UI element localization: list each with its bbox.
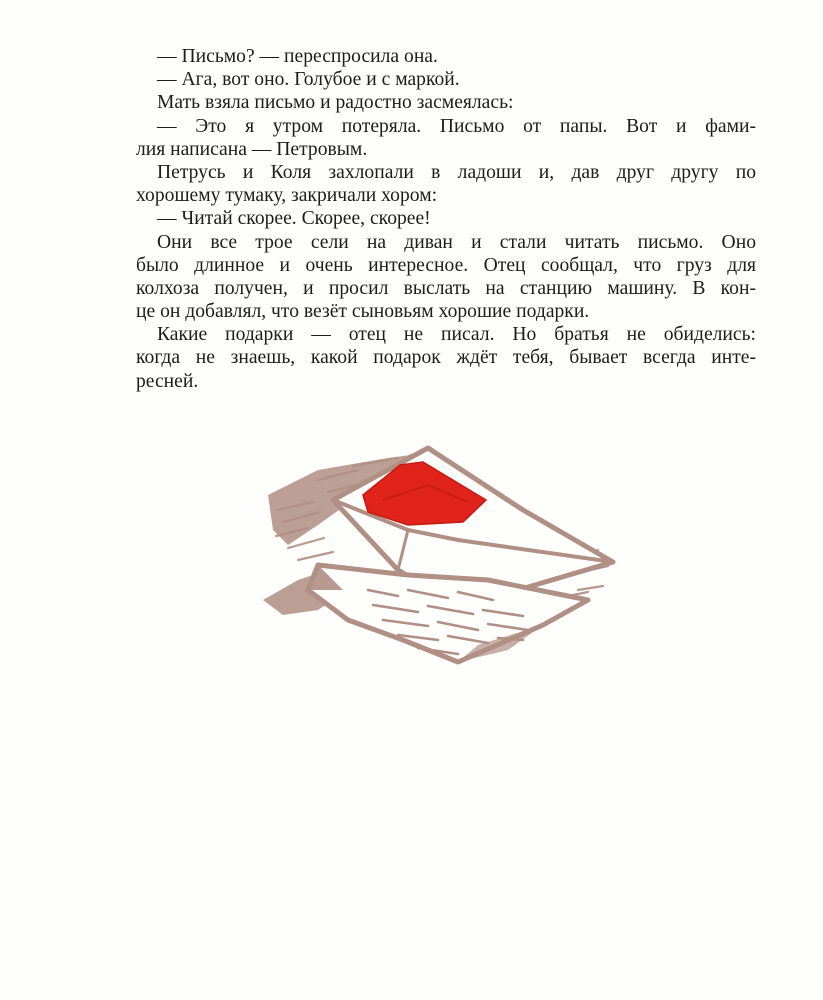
text-line: Петрусь и Коля захлопали в ладоши и, дав друг другу по <box>157 161 756 183</box>
text-line: це он добавлял, что везёт сыновьям хорошие подарки. <box>136 301 590 323</box>
text-line: было длинное и очень интересное. Отец сообщал, что груз для <box>136 254 756 276</box>
text-line: Какие подарки — отец не писал. Но братья не обиделись: <box>157 324 756 346</box>
text-line: — Это я утром потеряла. Письмо от папы. Вот и фами- <box>157 115 756 137</box>
text-line: — Читай скорее. Скорее, скорее! <box>157 208 431 230</box>
envelope-illustration <box>258 440 623 675</box>
text-line: Они все трое сели на диван и стали читать письмо. Оно <box>157 231 756 253</box>
text-line: — Ага, вот оно. Голубое и с маркой. <box>157 69 460 91</box>
text-line: когда не знаешь, какой подарок ждёт тебя, бывает всегда инте- <box>136 347 756 369</box>
text-line: ресней. <box>136 370 199 392</box>
text-line: хорошему тумаку, закричали хором: <box>136 185 438 207</box>
text-line: Мать взяла письмо и радостно засмеялась: <box>157 92 514 114</box>
text-line: колхоза получен, и просил выслать на станцию машину. В кон- <box>136 277 756 299</box>
envelope-with-letter-icon <box>258 440 623 675</box>
text-line: — Письмо? — переспросила она. <box>157 46 438 67</box>
story-text <box>136 45 756 393</box>
text-line: лия написана — Петровым. <box>136 138 368 160</box>
